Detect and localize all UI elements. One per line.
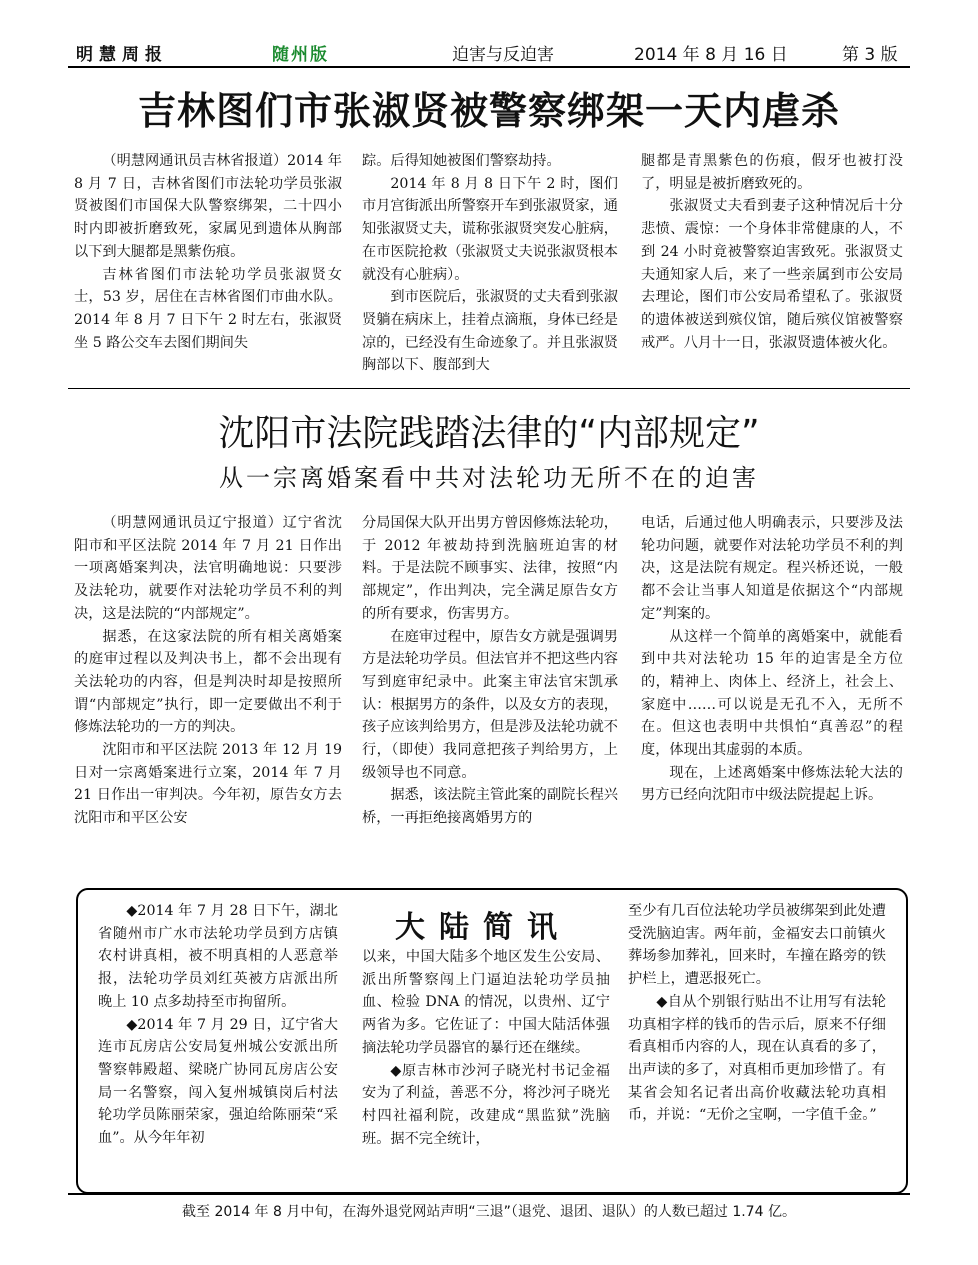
paragraph: 到市医院后，张淑贤的丈夫看到张淑贤躺在病床上，挂着点滴瓶，身体已经是凉的，已经没有生命迹象了。并且张淑贤胸部以下、腹部到大 <box>362 289 618 374</box>
article2-title: 沈阳市法院践踏法律的“内部规定” <box>218 413 760 454</box>
edition-label: 随州版 <box>272 45 329 65</box>
paragraph: 据悉，在这家法院的所有相关离婚案的庭审过程以及判决书上，都不会出现有关法轮功的内容，但是判决时却是按照所谓“内部规定”执行，即一定要做出不利于修炼法轮功的一方的判决。 <box>74 628 342 736</box>
news-brief-col3 <box>628 900 886 1186</box>
article2-subtitle: 从一宗离婚案看中共对法轮功无所不在的迫害 <box>219 464 759 492</box>
section-label: 迫害与反迫害 <box>452 45 554 65</box>
news-item: 以来，中国大陆多个地区发生公安局、派出所警察闯上门逼迫法轮功学员抽血、检验 DNA 的情况，以贵州、辽宁两省为多。它佐证了：中国大陆活体强摘法轮功学员器官的暴行还在继续。 <box>362 949 610 1056</box>
paragraph: （明慧网通讯员辽宁报道）辽宁省沈阳市和平区法院 2014 年 7 月 21 日作出一项离婚案判决，法官明确地说：只要涉及法轮功，就要作对法轮功学员不利的判决，这是法院的“内部规定”。 <box>74 515 342 622</box>
paragraph: 分局国保大队开出男方曾因修炼法轮功，于 2012 年被劫持到洗脑班迫害的材料。于是法院不顾事实、法律，按照“内部规定”，作出判决，完全满足原告女方的所有要求，伤害男方。 <box>362 515 618 622</box>
header-rule <box>68 66 910 68</box>
paragraph: 吉林省图们市法轮功学员张淑贤女士，53 岁，居住在吉林省图们市曲水队。2014 年 8 月 7 日下午 2 时左右，张淑贤坐 5 路公交车去图们期间失 <box>74 266 342 351</box>
paragraph: （明慧网通讯员吉林省报道）2014 年 8 月 7 日，吉林省图们市法轮功学员张淑贤被图们市国保大队警察绑架，二十四小时内即被折磨致死，家属见到遗体从胸部以下到大腿都是黑紫伤痕。 <box>74 153 342 260</box>
article2-col2 <box>362 512 618 878</box>
article2-col3 <box>641 512 903 878</box>
paragraph: 现在，上述离婚案中修炼法轮大法的男方已经向沈阳市中级法院提起上诉。 <box>641 764 903 804</box>
issue-date: 2014 年 8 月 16 日 <box>634 45 788 65</box>
paper-name: 明慧周报 <box>76 45 168 65</box>
paragraph: 张淑贤丈夫看到妻子这种情况后十分悲愤、震惊：一个身体非常健康的人，不到 24 小时竟被警察迫害致死。张淑贤丈夫通知家人后，来了一些亲属到市公安局去理论，图们市公安局希望私了。张淑贤的遗体被送到殡仪馆，随后殡仪馆被警察戒严。八月十一日，张淑贤遗体被火化。 <box>641 198 903 351</box>
section-divider <box>68 388 910 389</box>
page-number: 第 3 版 <box>842 45 898 65</box>
news-item: ◆原吉林市沙河子晓光村书记金福安为了利益，善恶不分，将沙河子晓光村四社福利院，改建成“黑监狱”洗脑班。据不完全统计， <box>362 1062 610 1147</box>
article1-col3 <box>641 150 903 380</box>
article2-col1 <box>74 512 342 878</box>
paragraph: 踪。后得知她被图们警察劫持。 <box>362 153 561 169</box>
paragraph: 电话，后通过他人明确表示，只要涉及法轮功问题，就要作对法轮功学员不利的判决，这是法院有规定。程兴桥还说，一般都不会让当事人知道是依据这个“内部规定”判案的。 <box>641 515 903 622</box>
article1-col2 <box>362 150 618 380</box>
paragraph: 从这样一个简单的离婚案中，就能看到中共对法轮功 15 年的迫害是全方位的，精神上、肉体上、经济上，社会上、家庭中……可以说是无孔不入，无所不在。但这也表明中共惧怕“真善忍”的程度，体现出其虚弱的本质。 <box>641 628 903 759</box>
footer-rule <box>68 1193 910 1195</box>
article1-title: 吉林图们市张淑贤被警察绑架一天内虐杀 <box>137 89 840 133</box>
news-brief-col1 <box>98 900 338 1186</box>
article1-col1 <box>74 150 342 380</box>
footer-notice: 截至 2014 年 8 月中旬，在海外退党网站声明“三退”（退党、退团、退队）的人数已超过 1.74 亿。 <box>182 1204 796 1220</box>
news-brief-title: 大陆简讯 <box>395 910 571 945</box>
paragraph: 腿都是青黑紫色的伤痕，假牙也被打没了，明显是被折磨致死的。 <box>641 153 903 192</box>
news-brief-col2 <box>362 946 610 1186</box>
news-item: ◆2014 年 7 月 28 日下午，湖北省随州市广水市法轮功学员到方店镇农村讲真相，被不明真相的人恶意举报，法轮功学员刘红英被方店派出所晚上 10 点多劫持至市拘留所。 <box>98 903 338 1010</box>
news-item: 至少有几百位法轮功学员被绑架到此处遭受洗脑迫害。两年前，金福安去口前镇火葬场参加葬礼，回来时，车撞在路旁的铁护栏上，遭恶报死亡。 <box>628 903 886 988</box>
news-item: ◆2014 年 7 月 29 日，辽宁省大连市瓦房店公安局复州城公安派出所警察韩殿超、梁晓广协同瓦房店公安局一名警察，闯入复州城镇岗后村法轮功学员陈丽荣家，强迫给陈丽荣“采血”。从今年年初 <box>98 1016 338 1147</box>
paragraph: 2014 年 8 月 8 日下午 2 时，图们市月宫街派出所警察开车到张淑贤家，通知张淑贤丈夫，谎称张淑贤突发心脏病，在市医院抢救（张淑贤丈夫说张淑贤根本就没有心脏病）。 <box>362 175 618 283</box>
paragraph: 在庭审过程中，原告女方就是强调男方是法轮功学员。但法官并不把这些内容写到庭审纪录中。此案主审法官宋凯承认：根据男方的条件，以及女方的表现，孩子应该判给男方，但是涉及法轮功就不行，（即使）我同意把孩子判给男方，上级领导也不同意。 <box>362 628 618 781</box>
paragraph: 沈阳市和平区法院 2013 年 12 月 19 日对一宗离婚案进行立案，2014 年 7 月 21 日作出一审判决。今年初，原告女方去沈阳市和平区公安 <box>74 742 342 827</box>
paragraph: 据悉，该法院主管此案的副院长程兴桥，一再拒绝接离婚男方的 <box>362 787 618 827</box>
news-item: ◆自从个别银行贴出不让用写有法轮功真相字样的钱币的告示后，原来不仔细看真相币内容的人，现在认真看的多了，出声读的多了，对真相币更加珍惜了。有某省会知名记者出高价收藏法轮功真相币，并说：“无价之宝啊，一字值千金。” <box>628 993 886 1124</box>
